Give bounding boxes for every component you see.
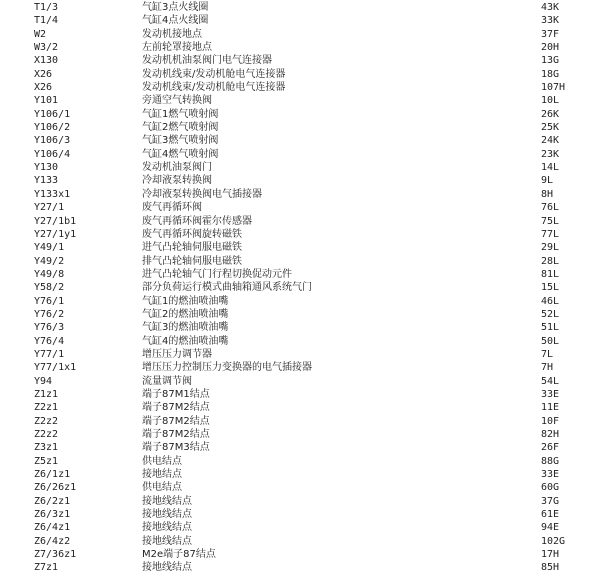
table-row xyxy=(0,281,600,294)
component-description: 废气再循环阀 xyxy=(142,202,202,214)
component-description: 增压压力控制压力变换器的电气插接器 xyxy=(142,362,312,374)
component-code: Y101 xyxy=(34,95,59,107)
grid-location: 14L xyxy=(541,162,560,174)
table-row xyxy=(0,508,600,521)
table-row xyxy=(0,134,600,147)
grid-location: 77L xyxy=(541,228,560,240)
component-description: 发动机机油泵阀门电气连接器 xyxy=(142,55,272,67)
table-row xyxy=(0,308,600,321)
component-code: W2 xyxy=(34,28,47,40)
component-description: 气缸4燃气喷射阀 xyxy=(142,148,219,160)
table-row xyxy=(0,548,600,561)
grid-location: 8H xyxy=(541,188,554,200)
component-description: 废气再循环阀霍尔传感器 xyxy=(142,215,252,227)
component-description: 端子87M3结点 xyxy=(142,442,210,454)
component-table xyxy=(0,1,600,575)
grid-location: 26F xyxy=(541,442,560,454)
component-code: Z6/4z2 xyxy=(34,535,71,547)
component-code: Z6/2z1 xyxy=(34,495,71,507)
component-description: 接地线结点 xyxy=(142,562,192,574)
table-row xyxy=(0,268,600,281)
table-row xyxy=(0,14,600,27)
component-code: Y27/1y1 xyxy=(34,228,77,240)
component-code: X26 xyxy=(34,82,53,94)
grid-location: 33E xyxy=(541,469,560,481)
table-row xyxy=(0,361,600,374)
component-code: Y106/2 xyxy=(34,122,71,134)
table-row xyxy=(0,521,600,534)
component-description: 发动机油泵阀门 xyxy=(142,162,212,174)
grid-location: 43K xyxy=(541,2,560,13)
table-row xyxy=(0,375,600,388)
component-code: Y133x1 xyxy=(34,188,71,200)
component-description: 气缸4的燃油喷油嘴 xyxy=(142,335,229,347)
component-code: Y49/8 xyxy=(34,268,65,280)
table-row xyxy=(0,295,600,308)
component-code: Y76/1 xyxy=(34,295,65,307)
grid-location: 18G xyxy=(541,68,560,80)
grid-location: 17H xyxy=(541,549,560,561)
component-description: 端子87M2结点 xyxy=(142,429,210,440)
table-row xyxy=(0,161,600,174)
component-description: 冷却液泵转换阀 xyxy=(142,175,212,187)
grid-location: 33E xyxy=(541,388,560,400)
grid-location: 37G xyxy=(541,495,560,507)
component-code: Y106/3 xyxy=(34,135,71,147)
grid-location: 26K xyxy=(541,108,560,120)
component-code: Y76/4 xyxy=(34,335,65,347)
component-code: Y130 xyxy=(34,162,59,174)
grid-location: 81L xyxy=(541,268,560,280)
component-description: 发动机线束/发动机舱电气连接器 xyxy=(142,68,286,80)
grid-location: 7H xyxy=(541,362,554,374)
component-code: W3/2 xyxy=(34,42,59,54)
component-description: 增压压力调节器 xyxy=(142,348,212,360)
table-row xyxy=(0,215,600,228)
grid-location: 61E xyxy=(541,509,560,521)
component-code: Y94 xyxy=(34,375,53,387)
grid-location: 52L xyxy=(541,308,560,320)
component-description: 气缸3燃气喷射阀 xyxy=(142,135,219,147)
grid-location: 29L xyxy=(541,242,560,254)
component-description: 流量调节阀 xyxy=(142,375,192,387)
grid-location: 23K xyxy=(541,148,560,160)
component-description: 气缸4点火线圈 xyxy=(142,15,209,27)
component-description: 进气凸轮轴伺服电磁铁 xyxy=(142,242,242,254)
table-row xyxy=(0,94,600,107)
component-code: Y106/4 xyxy=(34,148,71,160)
table-row xyxy=(0,68,600,81)
grid-location: 88G xyxy=(541,455,560,467)
grid-location: 10L xyxy=(541,95,560,107)
table-row xyxy=(0,441,600,454)
component-code: Y27/1b1 xyxy=(34,215,77,227)
grid-location: 7L xyxy=(541,348,554,360)
grid-location: 33K xyxy=(541,15,560,27)
grid-location: 82H xyxy=(541,429,560,440)
table-row xyxy=(0,81,600,94)
table-row xyxy=(0,148,600,161)
component-code: Z7/36z1 xyxy=(34,549,77,561)
component-code: X130 xyxy=(34,55,59,67)
component-description: 接地线结点 xyxy=(142,535,192,547)
table-row xyxy=(0,321,600,334)
grid-location: 54L xyxy=(541,375,560,387)
table-row xyxy=(0,428,600,441)
component-code: Z2z2 xyxy=(34,415,59,427)
component-description: 废气再循环阀旋转磁铁 xyxy=(142,228,242,240)
component-code: Z6/26z1 xyxy=(34,482,77,494)
grid-location: 76L xyxy=(541,202,560,214)
table-row xyxy=(0,535,600,548)
table-row xyxy=(0,121,600,134)
grid-location: 50L xyxy=(541,335,560,347)
grid-location: 28L xyxy=(541,255,560,267)
grid-location: 13G xyxy=(541,55,560,67)
grid-location: 9L xyxy=(541,175,554,187)
grid-location: 25K xyxy=(541,122,560,134)
component-description: 发动机线束/发动机舱电气连接器 xyxy=(142,82,286,94)
component-code: Z5z1 xyxy=(34,455,59,467)
table-row xyxy=(0,1,600,14)
grid-location: 85H xyxy=(541,562,560,574)
table-row xyxy=(0,388,600,401)
component-description: 气缸3点火线圈 xyxy=(142,2,209,13)
grid-location: 107H xyxy=(541,82,566,94)
component-code: Z6/3z1 xyxy=(34,509,71,521)
grid-location: 102G xyxy=(541,535,566,547)
table-row xyxy=(0,481,600,494)
component-description: 气缸1燃气喷射阀 xyxy=(142,108,219,120)
grid-location: 24K xyxy=(541,135,560,147)
component-code: Y106/1 xyxy=(34,108,71,120)
component-description: 气缸2的燃油喷油嘴 xyxy=(142,308,229,320)
component-code: T1/4 xyxy=(34,15,59,27)
component-code: Z2z2 xyxy=(34,429,59,440)
table-row xyxy=(0,108,600,121)
component-code: Z6/4z1 xyxy=(34,522,71,534)
component-description: 接地线结点 xyxy=(142,495,192,507)
component-description: 部分负荷运行模式曲轴箱通风系统气门 xyxy=(142,282,312,294)
component-description: 端子87M2结点 xyxy=(142,402,210,414)
component-code: Y77/1x1 xyxy=(34,362,77,374)
component-code: Z7z1 xyxy=(34,562,59,574)
component-description: 端子87M1结点 xyxy=(142,388,210,400)
table-row xyxy=(0,188,600,201)
table-row xyxy=(0,201,600,214)
component-description: 旁通空气转换阀 xyxy=(142,95,212,107)
table-row xyxy=(0,28,600,41)
component-description: 气缸2燃气喷射阀 xyxy=(142,122,219,134)
table-row xyxy=(0,401,600,414)
component-description: 气缸1的燃油喷油嘴 xyxy=(142,295,229,307)
component-code: Y49/2 xyxy=(34,255,65,267)
grid-location: 15L xyxy=(541,282,560,294)
component-code: Z1z1 xyxy=(34,388,59,400)
grid-location: 11E xyxy=(541,402,560,414)
component-description: 发动机接地点 xyxy=(142,28,202,40)
component-description: 排气凸轮轴伺服电磁铁 xyxy=(142,255,242,267)
grid-location: 60G xyxy=(541,482,560,494)
table-row xyxy=(0,241,600,254)
table-row xyxy=(0,348,600,361)
table-row xyxy=(0,495,600,508)
component-description: M2e端子87结点 xyxy=(142,549,216,561)
component-code: Y76/2 xyxy=(34,308,65,320)
table-row xyxy=(0,468,600,481)
table-row xyxy=(0,54,600,67)
table-row xyxy=(0,41,600,54)
grid-location: 51L xyxy=(541,322,560,334)
component-description: 冷却液泵转换阀电气插接器 xyxy=(142,188,262,200)
component-code: Z6/1z1 xyxy=(34,469,71,481)
grid-location: 37F xyxy=(541,28,560,40)
table-row xyxy=(0,228,600,241)
grid-location: 75L xyxy=(541,215,560,227)
grid-location: 20H xyxy=(541,42,560,54)
component-code: Y58/2 xyxy=(34,282,65,294)
component-code: X26 xyxy=(34,68,53,80)
component-description: 接地线结点 xyxy=(142,522,192,534)
component-description: 接地线结点 xyxy=(142,509,192,521)
component-description: 接地结点 xyxy=(142,469,182,481)
grid-location: 10F xyxy=(541,415,560,427)
grid-location: 94E xyxy=(541,522,560,534)
table-row xyxy=(0,174,600,187)
table-row xyxy=(0,415,600,428)
component-code: Y76/3 xyxy=(34,322,65,334)
grid-location: 46L xyxy=(541,295,560,307)
component-description: 左前轮罩接地点 xyxy=(142,42,212,54)
component-description: 端子87M2结点 xyxy=(142,415,210,427)
table-row xyxy=(0,335,600,348)
table-row xyxy=(0,255,600,268)
component-code: Z3z1 xyxy=(34,442,59,454)
table-row xyxy=(0,561,600,574)
component-code: T1/3 xyxy=(34,2,59,13)
component-code: Z2z1 xyxy=(34,402,59,414)
component-code: Y27/1 xyxy=(34,202,65,214)
component-description: 供电结点 xyxy=(142,482,182,494)
component-code: Y77/1 xyxy=(34,348,65,360)
component-description: 进气凸轮轴气门行程切换促动元件 xyxy=(142,268,292,280)
table-row xyxy=(0,455,600,468)
component-description: 气缸3的燃油喷油嘴 xyxy=(142,322,229,334)
component-code: Y133 xyxy=(34,175,59,187)
component-code: Y49/1 xyxy=(34,242,65,254)
component-description: 供电结点 xyxy=(142,455,182,467)
